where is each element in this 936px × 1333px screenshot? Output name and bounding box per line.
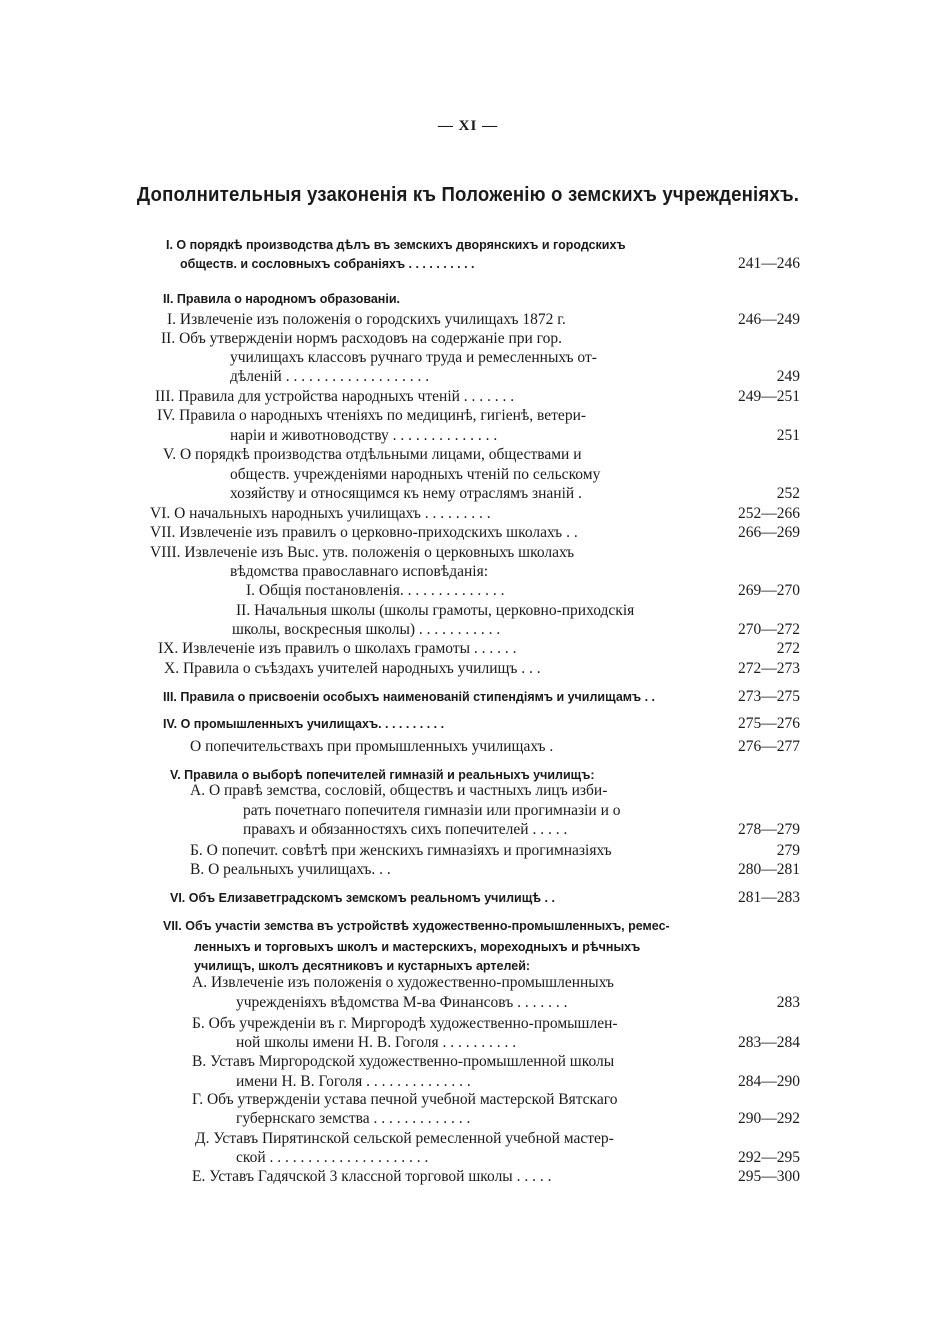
toc-page-ref: 269—270 (738, 582, 800, 599)
toc-entry-line: II. Начальныя школы (школы грамоты, церковно-приходскія (236, 602, 635, 619)
toc-entry-line: IX. Извлеченіе изъ правилъ о школахъ грамоты . . . . . . (158, 640, 517, 657)
toc-section-line: I. О порядкѣ производства дѣлъ въ земскихъ дворянскихъ и городскихъ (166, 238, 626, 252)
toc-page-ref: 249 (776, 368, 800, 385)
toc-section-line: II. Правила о народномъ образованіи. (163, 292, 400, 306)
toc-page-ref: 276—277 (738, 738, 800, 755)
toc-entry-line: I. Извлеченіе изъ положенія о городскихъ училищахъ 1872 г. (167, 311, 566, 328)
toc-entry-line: наріи и животноводству . . . . . . . . . . . . . . (230, 427, 498, 444)
toc-page-ref: 273—275 (738, 688, 800, 705)
page-title: Дополнительныя узаконенія къ Положенію о земскихъ учрежденіяхъ. (136, 184, 800, 206)
toc-entry-line: школы, воскресныя школы) . . . . . . . . . . . (232, 621, 501, 638)
toc-page-ref: 249—251 (738, 388, 800, 405)
toc-entry-line: Д. Уставъ Пирятинской сельской ремесленной учебной мастер- (195, 1130, 614, 1147)
toc-entry-line: Б. О попечит. совѣтѣ при женскихъ гимназіяхъ и прогимназіяхъ (190, 842, 612, 859)
toc-page-ref: 246—249 (738, 311, 800, 328)
toc-entry-line: дѣленій . . . . . . . . . . . . . . . . . . . (230, 368, 430, 385)
toc-section-line: ленныхъ и торговыхъ школъ и мастерскихъ, мореходныхъ и рѣчныхъ (194, 940, 641, 954)
toc-entry-line: правахъ и обязанностяхъ сихъ попечителей . . . . . (243, 821, 568, 838)
toc-entry-line: обществ. учрежденіями народныхъ чтеній по сельскому (230, 466, 601, 483)
toc-section-line: VII. Объ участіи земства въ устройствѣ художественно-промышленныхъ, ремес- (163, 919, 670, 933)
toc-section-line: училищъ, школъ десятниковъ и кустарныхъ артелей: (194, 959, 531, 973)
toc-entry-line: В. Уставъ Миргородской художественно-промышленной школы (192, 1053, 615, 1070)
toc-page-ref: 251 (776, 427, 800, 444)
toc-page-ref: 252—266 (738, 505, 800, 522)
toc-page-ref: 284—290 (738, 1073, 800, 1090)
toc-entry-line: Г. Объ утвержденіи устава печной учебной мастерской Вятскаго (192, 1091, 618, 1108)
toc-page-ref: 281—283 (738, 889, 800, 906)
toc-page-ref: 295—300 (738, 1168, 800, 1185)
toc-entry-line: V. О порядкѣ производства отдѣльными лицами, обществами и (163, 446, 582, 463)
toc-entry-line: училищахъ классовъ ручнаго труда и ремесленныхъ от- (230, 349, 597, 366)
toc-page-ref: 278—279 (738, 821, 800, 838)
toc-page-ref: 290—292 (738, 1110, 800, 1127)
toc-entry-line: учрежденіяхъ вѣдомства М-ва Финансовъ . . . . . . . (236, 994, 568, 1011)
toc-entry-line: рать почетнаго попечителя гимназіи или прогимназіи и о (243, 802, 621, 819)
toc-page-ref: 252 (776, 485, 800, 502)
toc-entry-line: О попечительствахъ при промышленныхъ училищахъ . (190, 738, 554, 755)
toc-page-ref: 283 (776, 994, 800, 1011)
toc-page-ref: 266—269 (738, 524, 800, 541)
toc-page-ref: 283—284 (738, 1034, 800, 1051)
toc-entry-line: IV. Правила о народныхъ чтеніяхъ по медицинѣ, гигіенѣ, ветери- (157, 407, 587, 424)
toc-entry-line: А. Извлеченіе изъ положенія о художественно-промышленныхъ (192, 974, 614, 991)
toc-entry-line: I. Общія постановленія. . . . . . . . . . . . . . (246, 582, 505, 599)
toc-page-ref: 272 (776, 640, 800, 657)
toc-entry-line: Е. Уставъ Гадячской 3 классной торговой школы . . . . . (192, 1168, 552, 1185)
toc-page-ref: 280—281 (738, 861, 800, 878)
toc-entry-line: имени Н. В. Гоголя . . . . . . . . . . . . . . (236, 1073, 471, 1090)
toc-entry-line: X. Правила о съѣздахъ учителей народныхъ училищъ . . . (164, 660, 541, 677)
page-number: — XI — (437, 118, 499, 134)
toc-entry-line: губернскаго земства . . . . . . . . . . . . . (236, 1110, 471, 1127)
toc-page-ref: 241—246 (738, 255, 800, 272)
toc-entry-line: Б. Объ учрежденіи въ г. Миргородѣ художественно-промышлен- (192, 1015, 618, 1032)
toc-entry-line: А. О правѣ земства, сословій, обществъ и частныхъ лицъ изби- (190, 782, 608, 799)
toc-section-line: III. Правила о присвоеніи особыхъ наименованій стипендіямъ и училищамъ . . (163, 690, 656, 704)
toc-entry-line: вѣдомства православнаго исповѣданія: (230, 563, 489, 580)
toc-page-ref: 292—295 (738, 1149, 800, 1166)
toc-entry-line: VII. Извлеченіе изъ правилъ о церковно-приходскихъ школахъ . . (150, 524, 578, 541)
toc-page-ref: 275—276 (738, 715, 800, 732)
toc-entry-line: ской . . . . . . . . . . . . . . . . . . . . . (236, 1149, 429, 1166)
toc-section-line: VI. Объ Елизаветградскомъ земскомъ реальномъ училищѣ . . (170, 891, 555, 905)
toc-entry-line: ной школы имени Н. В. Гоголя . . . . . . . . . . (236, 1034, 517, 1051)
toc-entry-line: VI. О начальныхъ народныхъ училищахъ . . . . . . . . . (150, 505, 491, 522)
toc-entry-line: III. Правила для устройства народныхъ чтеній . . . . . . . (155, 388, 515, 405)
toc-section-line: IV. О промышленныхъ училищахъ. . . . . . . . . . (163, 717, 445, 731)
toc-entry-line: VIII. Извлеченіе изъ Выс. утв. положенія о церковныхъ школахъ (150, 544, 575, 561)
toc-page-ref: 270—272 (738, 621, 800, 638)
toc-entry-line: хозяйству и относящимся къ нему отраслямъ знаній . (230, 485, 582, 502)
toc-page-ref: 279 (776, 842, 800, 859)
toc-section-line: V. Правила о выборѣ попечителей гимназій и реальныхъ училищъ: (170, 768, 595, 782)
toc-entry-line: II. Объ утвержденіи нормъ расходовъ на содержаніе при гор. (161, 330, 563, 347)
toc-page-ref: 272—273 (738, 660, 800, 677)
toc-entry-line: В. О реальныхъ училищахъ. . . (190, 861, 391, 878)
toc-section-line: обществ. и сословныхъ собраніяхъ . . . . . . . . . . (180, 257, 475, 271)
